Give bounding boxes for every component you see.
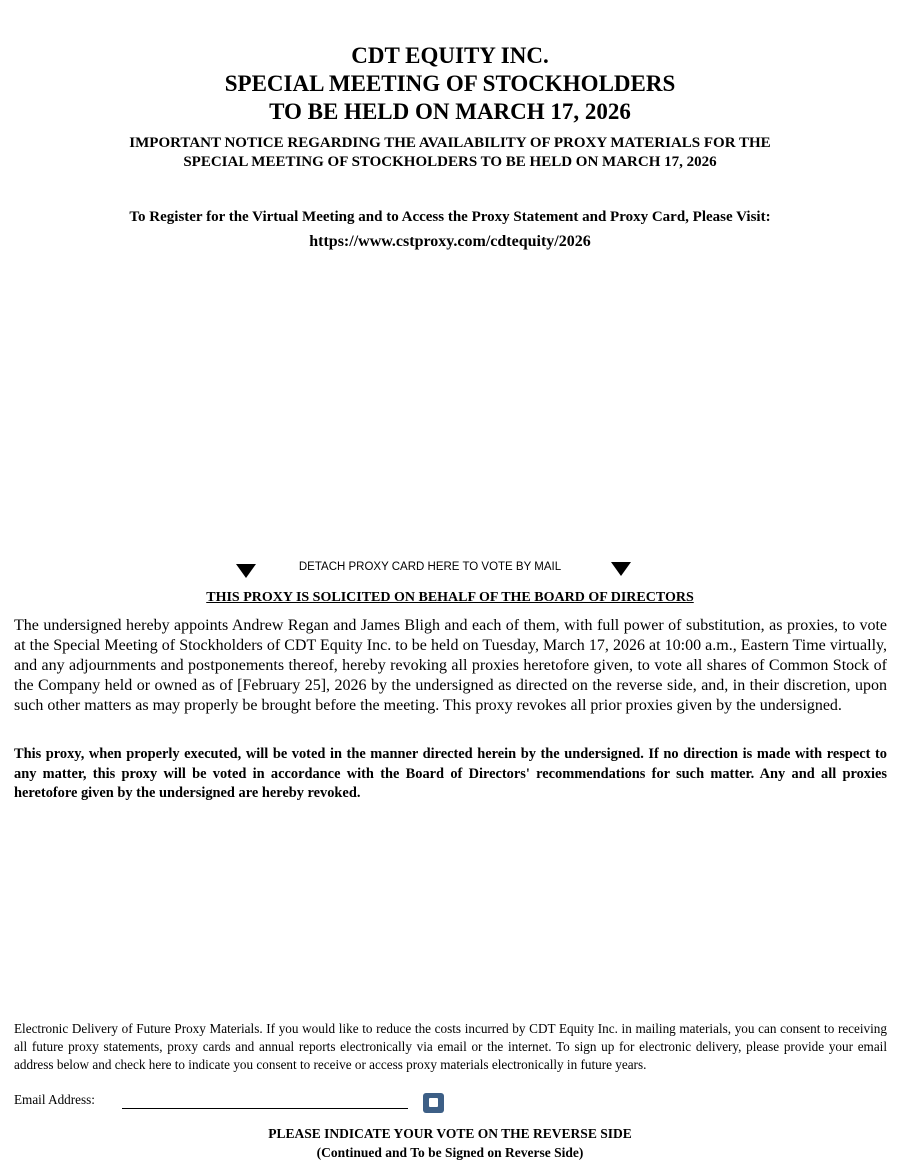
detach-instructions: DETACH PROXY CARD HERE TO VOTE BY MAIL [298,561,562,573]
notice-line-1: IMPORTANT NOTICE REGARDING THE AVAILABILITY OF PROXY MATERIALS FOR THE [129,135,771,151]
checkbox-square-icon [429,1098,438,1107]
proxy-appointment-paragraph: The undersigned hereby appoints Andrew Regan and James Bligh and each of them, with full power of substitution, as proxies, to vote at the Special Meeting of Stockholders of CDT Equity Inc. to be held on Tuesday, March 17, 2026 at 10:00 a.m., Eastern Time virtually, and any adjournments and postponements thereof, hereby revoking all proxies heretofore given, to vote all shares of Common Stock of the Company held or owned as of [February 25], 2026 by the undersigned as directed on the reverse side, and, in their discretion, upon such other matters as may properly be brought before the meeting. This proxy revokes all prior proxies given by the undersigned. [14,617,887,714]
email-input[interactable] [122,1108,408,1109]
electronic-consent-checkbox[interactable] [423,1093,444,1113]
company-title: CDT EQUITY INC. [351,43,549,68]
register-instructions: To Register for the Virtual Meeting and to Access the Proxy Statement and Proxy Card, Please Visit: [129,209,771,225]
meeting-date-title: TO BE HELD ON MARCH 17, 2026 [269,99,631,124]
solicited-heading: THIS PROXY IS SOLICITED ON BEHALF OF THE BOARD OF DIRECTORS [206,590,694,605]
notice-line-2: SPECIAL MEETING OF STOCKHOLDERS TO BE HELD ON MARCH 17, 2026 [183,154,717,170]
electronic-delivery-paragraph: Electronic Delivery of Future Proxy Materials. If you would like to reduce the costs incurred by CDT Equity Inc. in mailing materials, you can consent to receiving all future proxy statements, proxy cards and annual reports electronically via email or the internet. To sign up for electronic delivery, please provide your email address below and check here to indicate you consent to receive or access proxy materials electronically in future years. [14,1021,887,1072]
footer-continued-note: (Continued and To be Signed on Reverse Side) [316,1145,584,1160]
meeting-title: SPECIAL MEETING OF STOCKHOLDERS [224,71,676,96]
email-label: Email Address: [14,1092,95,1107]
detach-row [0,560,900,584]
proxy-direction-paragraph: This proxy, when properly executed, will be voted in the manner directed herein by the undersigned. If no direction is made with respect to any matter, this proxy will be voted in accordance with the Board of Directors' recommendations for such matter. Any and all proxies heretofore given by the undersigned are hereby revoked. [14,746,887,801]
detach-arrow-right-icon [611,562,631,576]
footer-vote-instruction: PLEASE INDICATE YOUR VOTE ON THE REVERSE SIDE [268,1126,632,1141]
proxy-url-link[interactable]: https://www.cstproxy.com/cdtequity/2026 [309,233,591,250]
